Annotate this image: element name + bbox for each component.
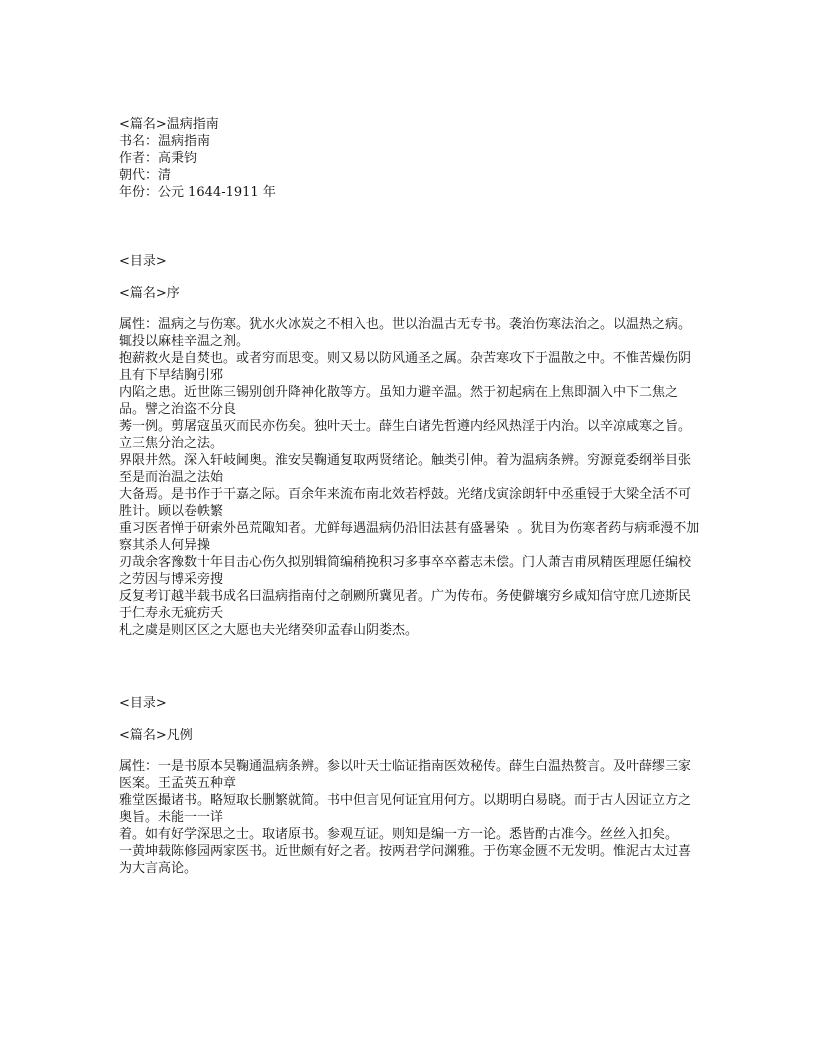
preface-line-4: 莠一例。剪屠寇虽灭而民亦伤矣。独叶天士。薛生白诸先哲遵内经风热淫于内治。以辛凉咸寒之旨。立三焦分治之法。 [119, 419, 692, 451]
author: 作者：高秉钧 [119, 151, 198, 166]
preface-line-10: 札之虞是则区区之大愿也夫光绪癸卯孟春山阴娄杰。 [119, 623, 419, 638]
chapter-heading-preface: <篇名>序 [119, 286, 180, 301]
preface-line-3: 内陷之患。近世陈三锡别创升降神化散等方。虽知力避辛温。然于初起病在上焦即涸入中下二焦之品。譬之治盗不分良 [119, 385, 679, 417]
preface-line-8: 刃哉余客豫数十年目击心伤久拟别辑简编稍挽积习多事卒卒蓄志未偿。门人萧吉甫夙精医理愿任编校之劳因与博采旁搜 [119, 555, 692, 587]
chapter-heading-fanli: <篇名>凡例 [119, 728, 193, 743]
preface-line-2: 抱薪救火是自焚也。或者穷而思变。则又易以防风通圣之属。杂苦寒攻下于温散之中。不惟苦燥伤阴且有下早结胸引邪 [119, 351, 692, 383]
preface-line-9: 反复考订越半载书成名曰温病指南付之剞劂所冀见者。广为传布。务使僻壤穷乡咸知信守庶几迹斯民于仁寿永无疵疠夭 [119, 589, 692, 621]
fanli-line-1: 属性：一是书原本吴鞠通温病条辨。参以叶天士临证指南医效秘传。薛生白温热赘言。及叶薛缪三家医案。王孟英五种章 [119, 759, 692, 791]
dynasty: 朝代：清 [119, 168, 172, 183]
fanli-line-3: 着。如有好学深思之士。取诸原书。参观互证。则知是编一方一论。悉皆酌古准今。丝丝入扣矣。 [119, 827, 679, 842]
book-name: 书名：温病指南 [119, 134, 211, 149]
year: 年份：公元 1644-1911 年 [119, 185, 276, 200]
preface-line-1: 属性：温病之与伤寒。犹水火冰炭之不相入也。世以治温古无专书。袭治伤寒法治之。以温热之病。辄投以麻桂辛温之剂。 [119, 317, 692, 349]
title-line: <篇名>温病指南 [119, 117, 219, 132]
document-page [119, 116, 701, 877]
preface-line-5: 界限井然。深入轩岐阃奥。淮安吴鞠通复取两贤绪论。触类引伸。着为温病条辨。穷源竟委纲举目张至是而治温之法始 [119, 453, 692, 485]
fanli-line-2: 雅堂医撮诸书。略短取长删繁就简。书中但言见何证宜用何方。以期明白易晓。而于古人因证立方之奥旨。未能一一详 [119, 793, 692, 825]
preface-line-6: 大备焉。是书作于干嘉之际。百余年来流布南北效若桴鼓。光绪戊寅涂朗轩中丞重锓于大梁全活不可胜计。顾以卷帙繁 [119, 487, 692, 519]
toc-heading-2: <目录> [119, 696, 167, 711]
toc-heading-1: <目录> [119, 254, 167, 269]
preface-line-7: 重习医者惮于研索外邑荒陬知者。尤鲜每遇温病仍沿旧法甚有盛暑染 。犹目为伤寒者药与病乖漫不加察其杀人何异操 [119, 521, 700, 553]
fanli-line-4: 一黄坤载陈修园两家医书。近世颇有好之者。按两君学问渊雅。于伤寒金匮不无发明。惟泥古太过喜为大言高论。 [119, 844, 692, 876]
